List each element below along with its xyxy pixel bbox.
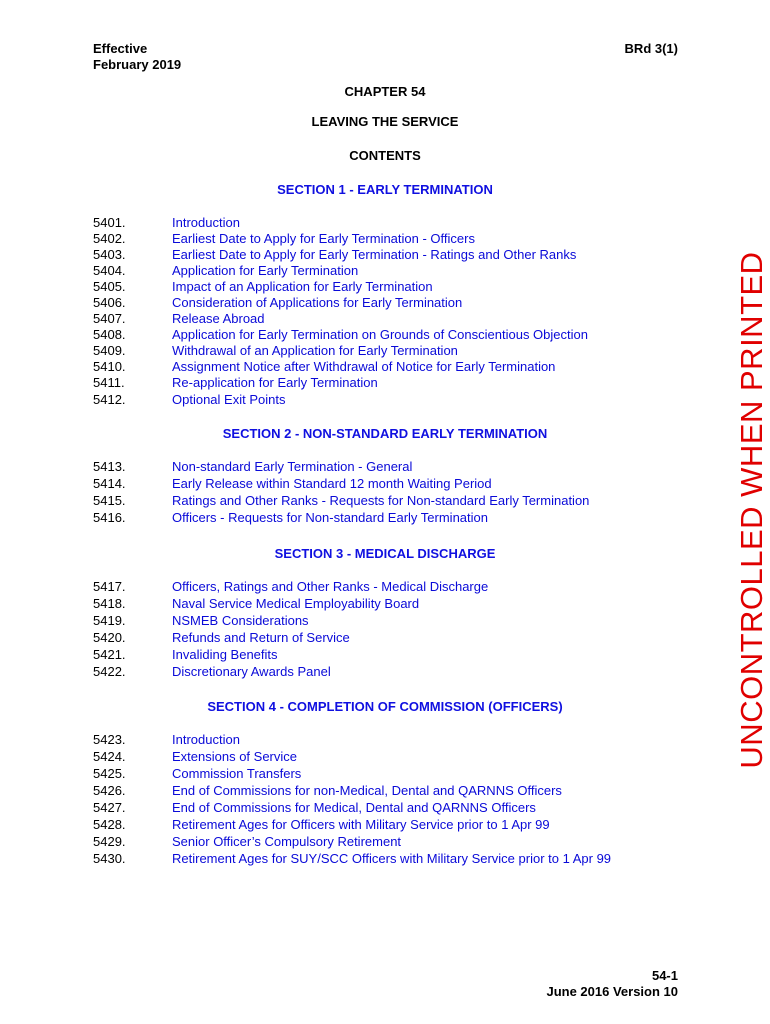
toc-link[interactable]: Ratings and Other Ranks - Requests for Non-standard Early Termination	[172, 493, 590, 508]
toc-number: 5415.	[93, 493, 126, 508]
toc-number: 5408.	[93, 327, 126, 342]
toc-link[interactable]: NSMEB Considerations	[172, 613, 309, 628]
document-reference: BRd 3(1)	[624, 41, 678, 56]
toc-number: 5405.	[93, 279, 126, 294]
toc-link[interactable]: Consideration of Applications for Early Termination	[172, 295, 463, 310]
toc-number: 5410.	[93, 359, 126, 374]
toc-link[interactable]: Commission Transfers	[172, 766, 302, 781]
header-left	[93, 41, 181, 73]
toc-link[interactable]: Early Release within Standard 12 month Waiting Period	[172, 476, 492, 491]
toc-number: 5401.	[93, 215, 126, 230]
toc-link[interactable]: Senior Officer’s Compulsory Retirement	[172, 834, 402, 849]
toc-number: 5413.	[93, 459, 126, 474]
toc-link[interactable]: Withdrawal of an Application for Early Termination	[172, 343, 458, 358]
toc-number: 5407.	[93, 311, 126, 326]
chapter-number: CHAPTER 54	[344, 84, 426, 99]
toc-number: 5406.	[93, 295, 126, 310]
toc-number: 5425.	[93, 766, 126, 781]
toc-number: 5424.	[93, 749, 126, 764]
toc-link[interactable]: Retirement Ages for SUY/SCC Officers with Military Service prior to 1 Apr 99	[172, 851, 612, 866]
toc-link[interactable]: Retirement Ages for Officers with Military Service prior to 1 Apr 99	[172, 817, 550, 832]
section-4-heading: SECTION 4 - COMPLETION OF COMMISSION (OFFICERS)	[207, 699, 563, 714]
effective-date: February 2019	[93, 57, 182, 72]
toc-link[interactable]: End of Commissions for non-Medical, Dental and QARNNS Officers	[172, 783, 562, 798]
toc-number: 5416.	[93, 510, 126, 525]
chapter-title: LEAVING THE SERVICE	[311, 114, 459, 129]
toc-number: 5409.	[93, 343, 126, 358]
toc-link[interactable]: Assignment Notice after Withdrawal of Notice for Early Termination	[172, 359, 556, 374]
toc-number: 5430.	[93, 851, 126, 866]
toc-link[interactable]: Discretionary Awards Panel	[172, 664, 331, 679]
toc-number: 5422.	[93, 664, 126, 679]
toc-link[interactable]: Non-standard Early Termination - General	[172, 459, 413, 474]
section-1-heading: SECTION 1 - EARLY TERMINATION	[277, 182, 493, 197]
footer	[546, 968, 678, 1000]
toc-link[interactable]: Officers - Requests for Non-standard Early Termination	[172, 510, 488, 525]
toc-link[interactable]: Optional Exit Points	[172, 392, 286, 407]
section-2-heading: SECTION 2 - NON-STANDARD EARLY TERMINATION	[222, 426, 548, 441]
toc-link[interactable]: Release Abroad	[172, 311, 265, 326]
toc-number: 5419.	[93, 613, 126, 628]
toc-number: 5423.	[93, 732, 126, 747]
version-label: June 2016 Version 10	[546, 984, 678, 999]
toc-number: 5418.	[93, 596, 126, 611]
toc-number: 5403.	[93, 247, 126, 262]
toc-link[interactable]: Naval Service Medical Employability Board	[172, 596, 420, 611]
toc-number: 5404.	[93, 263, 126, 278]
toc-link[interactable]: Invaliding Benefits	[172, 647, 278, 662]
toc-link[interactable]: Earliest Date to Apply for Early Termination - Officers	[172, 231, 475, 246]
toc-number: 5417.	[93, 579, 126, 594]
section-3-heading: SECTION 3 - MEDICAL DISCHARGE	[274, 546, 496, 561]
toc-number: 5421.	[93, 647, 126, 662]
toc-link[interactable]: Impact of an Application for Early Termination	[172, 279, 433, 294]
toc-link[interactable]: Application for Early Termination	[172, 263, 359, 278]
toc-number: 5420.	[93, 630, 126, 645]
toc-number: 5427.	[93, 800, 126, 815]
toc-link[interactable]: End of Commissions for Medical, Dental and QARNNS Officers	[172, 800, 536, 815]
toc-number: 5412.	[93, 392, 126, 407]
uncontrolled-watermark: UNCONTROLLED WHEN PRINTED	[734, 251, 769, 769]
toc-link[interactable]: Earliest Date to Apply for Early Termination - Ratings and Other Ranks	[172, 247, 577, 262]
toc-number: 5428.	[93, 817, 126, 832]
toc-link[interactable]: Introduction	[172, 215, 240, 230]
toc-link[interactable]: Refunds and Return of Service	[172, 630, 350, 645]
toc-link[interactable]: Application for Early Termination on Grounds of Conscientious Objection	[172, 327, 588, 342]
toc-number: 5426.	[93, 783, 126, 798]
toc-link[interactable]: Introduction	[172, 732, 240, 747]
toc-number: 5429.	[93, 834, 126, 849]
page-number: 54-1	[651, 968, 678, 983]
effective-label: Effective	[93, 41, 148, 56]
toc-link[interactable]: Re-application for Early Termination	[172, 375, 378, 390]
toc-link[interactable]: Extensions of Service	[172, 749, 298, 764]
toc-number: 5414.	[93, 476, 126, 491]
toc-number: 5411.	[93, 375, 125, 390]
contents-heading: CONTENTS	[349, 148, 421, 163]
toc-link[interactable]: Officers, Ratings and Other Ranks - Medical Discharge	[172, 579, 489, 594]
toc-number: 5402.	[93, 231, 126, 246]
